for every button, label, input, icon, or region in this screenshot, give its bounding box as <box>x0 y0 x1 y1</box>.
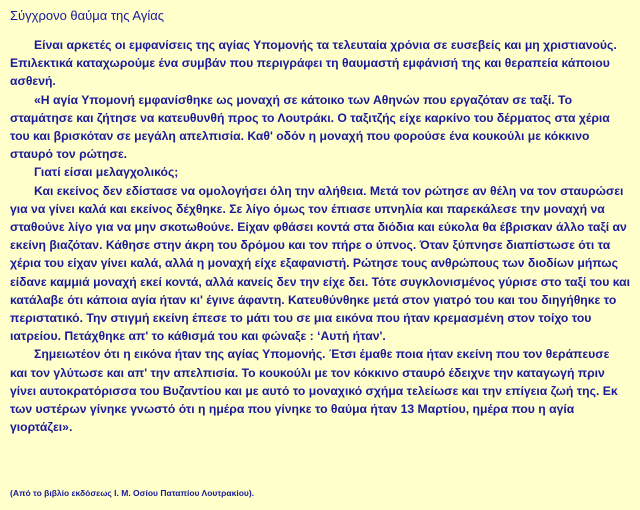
question-paragraph: Γιατί είσαι μελαγχολικός; <box>34 165 179 180</box>
article-body <box>10 36 630 436</box>
source-note: (Από το βιβλίο εκδόσεως Ι. Μ. Οσίου Παταπίου Λουτρακίου). <box>10 488 255 498</box>
closing-paragraph: Σημειωτέον ότι η εικόνα ήταν της αγίας Υπομονής. Έτσι έμαθε ποια ήταν εκείνη που τον θεράπευσε και τον γλύτωσε και απ' την απελπισία. Το κουκούλι με τον κόκκινο σταυρό έδειχνε την καταγωγή πριν γίνει αυτοκρατόρισσα του Βυζαντίου και με αυτό το μοναχικό σχήμα τελείωσε και την επίγεια ζωή της. Εκ των υστέρων γίνηκε γνωστό ότι η ημέρα που γίνηκε το θαύμα ήταν 13 Μαρτίου, ημέρα που η αγία γιορτάζει». <box>10 347 618 435</box>
story-paragraph-1: «Η αγία Υπομονή εμφανίσθηκε ως μοναχή σε κάτοικο των Αθηνών που εργαζόταν σε ταξί. Το σταμάτησε και ζήτησε να κατευθυνθή προς το Λουτράκι. Ο ταξιτζής είχε καρκίνο του δέρματος στα χέρια του και βρισκόταν σε μεγάλη απελπισία. Καθ' οδόν η μοναχή που φορούσε ένα κουκούλι με κόκκινο σταυρό τον ρώτησε. <box>10 92 610 162</box>
page-title: Σύγχρονο θαύμα της Αγίας <box>10 8 165 23</box>
story-paragraph-2: Και εκείνος δεν εδίστασε να ομολογήσει όλη την αλήθεια. Μετά τον ρώτησε αν θέλη να τον σταυρώσει για να γίνει καλά και εκείνος δέχθηκε. Σε λίγο όμως τον έπιασε υπνηλία και παρεκάλεσε την μοναχή να σταθούνε λίγο για να μην σκοτωθούνε. Είχαν φθάσει κοντά στα διόδια και εύκολα θα έβρισκαν άλλο ταξί αν εκείνη βιαζόταν. Κάθησε στην άκρη του δρόμου και τον πήρε ο ύπνος. Όταν ξύπνησε διαπίστωσε ότι τα χέρια του είχαν γίνει καλά, αλλά η μοναχή είχε εξαφανιστή. Ρώτησε τους ανθρώπους των διοδίων μήπως είδανε καμμιά μοναχή εκεί κοντά, αλλά κανείς δεν την είχε δει. Τότε συγκλονισμένος γύρισε στο ταξί του και κατάλαβε ότι κάποια αγία ήταν κι' έγινε άφαντη. Κατευθύνθηκε μετά στον γιατρό του και του διηγήθηκε το περιστατικό. Την στιγμή εκείνη έπεσε το μάτι του σε μια εικόνα που ήταν κρεμασμένη στον τοίχο του ιατρείου. Πετάχθηκε απ' το κάθισμά του και φώναξε : ‘Αυτή ήταν'. <box>10 183 630 344</box>
intro-paragraph: Είναι αρκετές οι εμφανίσεις της αγίας Υπομονής τα τελευταία χρόνια σε ευσεβείς και μη χριστιανούς. Επιλεκτικά καταχωρούμε ένα συμβάν που περιγράφει τη θαυμαστή εμφάνισή της και θεραπεία κάποιου ασθενή. <box>10 38 617 89</box>
